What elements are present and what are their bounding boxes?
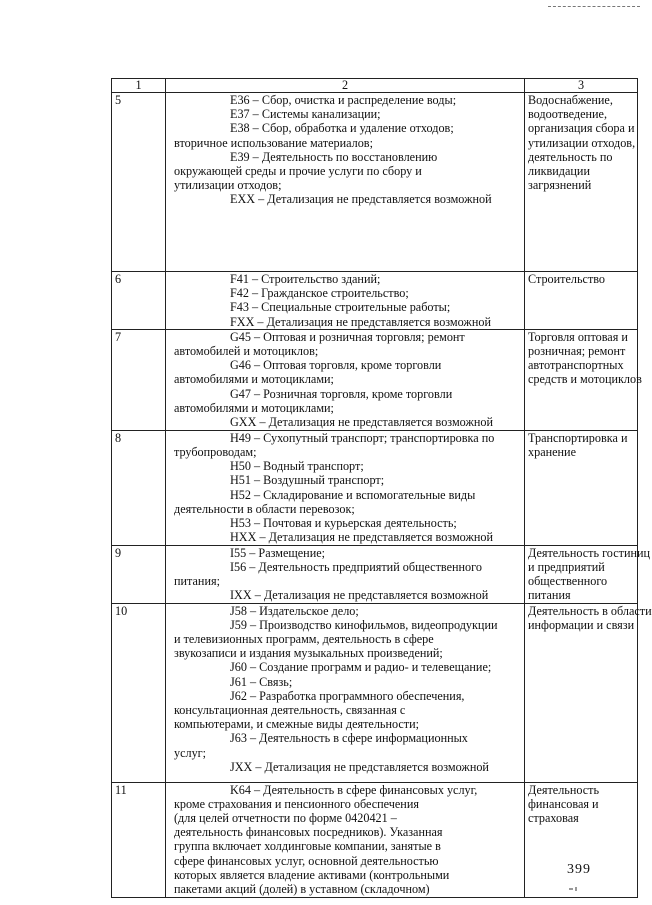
activity-code-line: J58 – Издательское дело; <box>230 603 359 618</box>
category-line: автотранспортных <box>528 358 624 373</box>
activity-code-line: JXX – Детализация не представляется возможной <box>230 759 489 774</box>
activity-code-line: услуг; <box>174 745 207 760</box>
category-line: утилизации отходов, <box>528 135 636 150</box>
category-line: информации и связи <box>528 617 635 632</box>
table-row <box>112 545 638 603</box>
category-line: Водоснабжение, <box>528 93 613 107</box>
activity-code-line: трубопроводам; <box>174 445 257 460</box>
activity-code-line: окружающей среды и прочие услуги по сбору и <box>174 164 422 179</box>
activity-code-line: утилизации отходов; <box>174 178 282 193</box>
category-cell <box>525 782 638 897</box>
header-col-1: 1 <box>112 79 166 93</box>
activity-code-line: J61 – Связь; <box>230 674 293 689</box>
activity-code-line: F41 – Строительство зданий; <box>230 272 381 286</box>
activity-code-line: F42 – Гражданское строительство; <box>230 286 409 301</box>
activity-code-line: G46 – Оптовая торговля, кроме торговли <box>230 358 442 373</box>
activity-code-line: E38 – Сбор, обработка и удаление отходов; <box>230 121 454 136</box>
table-body <box>112 93 652 898</box>
activity-code-line: K64 – Деятельность в сфере финансовых услуг, <box>230 782 478 797</box>
table-row <box>112 329 638 430</box>
activity-code-line: которых является владение активами (контрольными <box>174 867 450 882</box>
category-cell <box>525 272 638 330</box>
category-cell <box>525 329 642 430</box>
activity-code-line: звукозаписи и издания музыкальных произведений; <box>174 646 443 661</box>
activity-code-line: и телевизионных программ, деятельность в сфере <box>174 632 434 647</box>
activity-classification-table <box>111 78 652 898</box>
category-line: финансовая и <box>528 796 599 811</box>
header-col-2: 2 <box>166 79 525 93</box>
activity-codes-cell <box>166 329 525 430</box>
activity-code-line: H49 – Сухопутный транспорт; транспортировка по <box>230 430 495 445</box>
category-line: и предприятий <box>528 560 605 575</box>
row-number: 11 <box>112 782 166 897</box>
category-line: Деятельность <box>528 782 600 797</box>
activity-code-line: J60 – Создание программ и радио- и телевещание; <box>230 660 492 675</box>
category-line: хранение <box>528 445 576 460</box>
category-line: средств и мотоциклов <box>528 372 642 387</box>
activity-code-line: E39 – Деятельность по восстановлению <box>230 149 438 164</box>
row-number: 5 <box>112 93 166 272</box>
activity-codes-cell <box>166 272 525 330</box>
row-number: 8 <box>112 430 166 545</box>
category-line: деятельность по <box>528 149 613 164</box>
activity-code-line: группа включает холдинговые компании, занятые в <box>174 839 441 854</box>
activity-code-line: H51 – Воздушный транспорт; <box>230 473 385 488</box>
activity-code-line: автомобилей и мотоциклов; <box>174 344 319 359</box>
activity-code-line: E36 – Сбор, очистка и распределение воды; <box>230 93 457 107</box>
table-row <box>112 782 638 897</box>
activity-code-line: FXX – Детализация не представляется возможной <box>230 314 491 329</box>
header-col-3: 3 <box>525 79 638 93</box>
page-number: 399 <box>567 862 591 877</box>
category-line: Строительство <box>528 272 606 286</box>
activity-codes-cell <box>166 545 525 603</box>
activity-code-line: F43 – Специальные строительные работы; <box>230 300 451 315</box>
activity-code-line: G45 – Оптовая и розничная торговля; ремонт <box>230 329 465 344</box>
category-line: загрязнений <box>528 178 592 193</box>
activity-code-line: питания; <box>174 574 220 589</box>
activity-code-line: EXX – Детализация не представляется возможной <box>230 192 492 207</box>
activity-code-line: компьютерами, и смежные виды деятельности; <box>174 717 420 732</box>
activity-code-line: E37 – Системы канализации; <box>230 107 381 122</box>
activity-code-line: пакетами акций (долей) в уставном (складочном) <box>174 882 430 897</box>
activity-code-line: H50 – Водный транспорт; <box>230 459 364 474</box>
category-line: Деятельность гостиниц <box>528 545 651 560</box>
activity-code-line: деятельность финансовых посредников). Указанная <box>174 825 443 840</box>
category-line: Торговля оптовая и <box>528 329 628 344</box>
activity-code-line: J62 – Разработка программного обеспечения, <box>230 688 465 703</box>
category-cell <box>525 545 651 603</box>
table-row <box>112 272 638 330</box>
category-cell <box>525 603 652 782</box>
row-number: 9 <box>112 545 166 603</box>
activity-code-line: H53 – Почтовая и курьерская деятельность; <box>230 516 457 531</box>
activity-code-line: I55 – Размещение; <box>230 545 326 560</box>
activity-code-line: кроме страхования и пенсионного обеспечения <box>174 796 419 811</box>
activity-code-line: (для целей отчетности по форме 0420421 – <box>174 811 397 826</box>
activity-codes-cell <box>166 430 525 545</box>
activity-code-line: автомобилями и мотоциклами; <box>174 372 334 387</box>
table-row <box>112 603 638 782</box>
top-edge-line <box>548 6 640 8</box>
activity-codes-cell <box>166 782 525 897</box>
category-line: розничная; ремонт <box>528 344 626 359</box>
category-line: Деятельность в области <box>528 603 652 618</box>
activity-code-line: автомобилями и мотоциклами; <box>174 400 334 415</box>
scan-marks <box>568 885 582 891</box>
row-number: 6 <box>112 272 166 330</box>
activity-code-line: консультационная деятельность, связанная с <box>174 703 406 718</box>
activity-code-line: сфере финансовых услуг, основной деятельностью <box>174 853 439 868</box>
activity-code-line: вторичное использование материалов; <box>174 135 373 150</box>
category-line: питания <box>528 588 571 603</box>
category-line: организация сбора и <box>528 121 635 136</box>
category-cell <box>525 93 638 272</box>
category-line: общественного <box>528 574 608 589</box>
activity-code-line: G47 – Розничная торговля, кроме торговли <box>230 386 453 401</box>
activity-code-line: I56 – Деятельность предприятий общественного <box>230 560 482 575</box>
category-line: водоотведение, <box>528 107 608 122</box>
activity-code-line: H52 – Складирование и вспомогательные виды <box>230 487 476 502</box>
activity-code-line: J63 – Деятельность в сфере информационных <box>230 731 468 746</box>
activity-code-line: J59 – Производство кинофильмов, видеопродукции <box>230 617 498 632</box>
category-line: ликвидации <box>528 164 590 179</box>
activity-code-line: HXX – Детализация не представляется возможной <box>230 530 494 545</box>
activity-code-line: GXX – Детализация не представляется возможной <box>230 415 494 430</box>
row-number: 7 <box>112 329 166 430</box>
activity-codes-cell <box>166 603 525 782</box>
category-line: страховая <box>528 811 579 826</box>
table-row <box>112 93 638 272</box>
activity-code-line: IXX – Детализация не представляется возможной <box>230 588 489 603</box>
activity-codes-cell <box>166 93 525 272</box>
table-row <box>112 430 638 545</box>
header-row <box>112 79 638 93</box>
row-number: 10 <box>112 603 166 782</box>
category-line: Транспортировка и <box>528 430 628 445</box>
category-cell <box>525 430 638 545</box>
activity-code-line: деятельности в области перевозок; <box>174 501 355 516</box>
